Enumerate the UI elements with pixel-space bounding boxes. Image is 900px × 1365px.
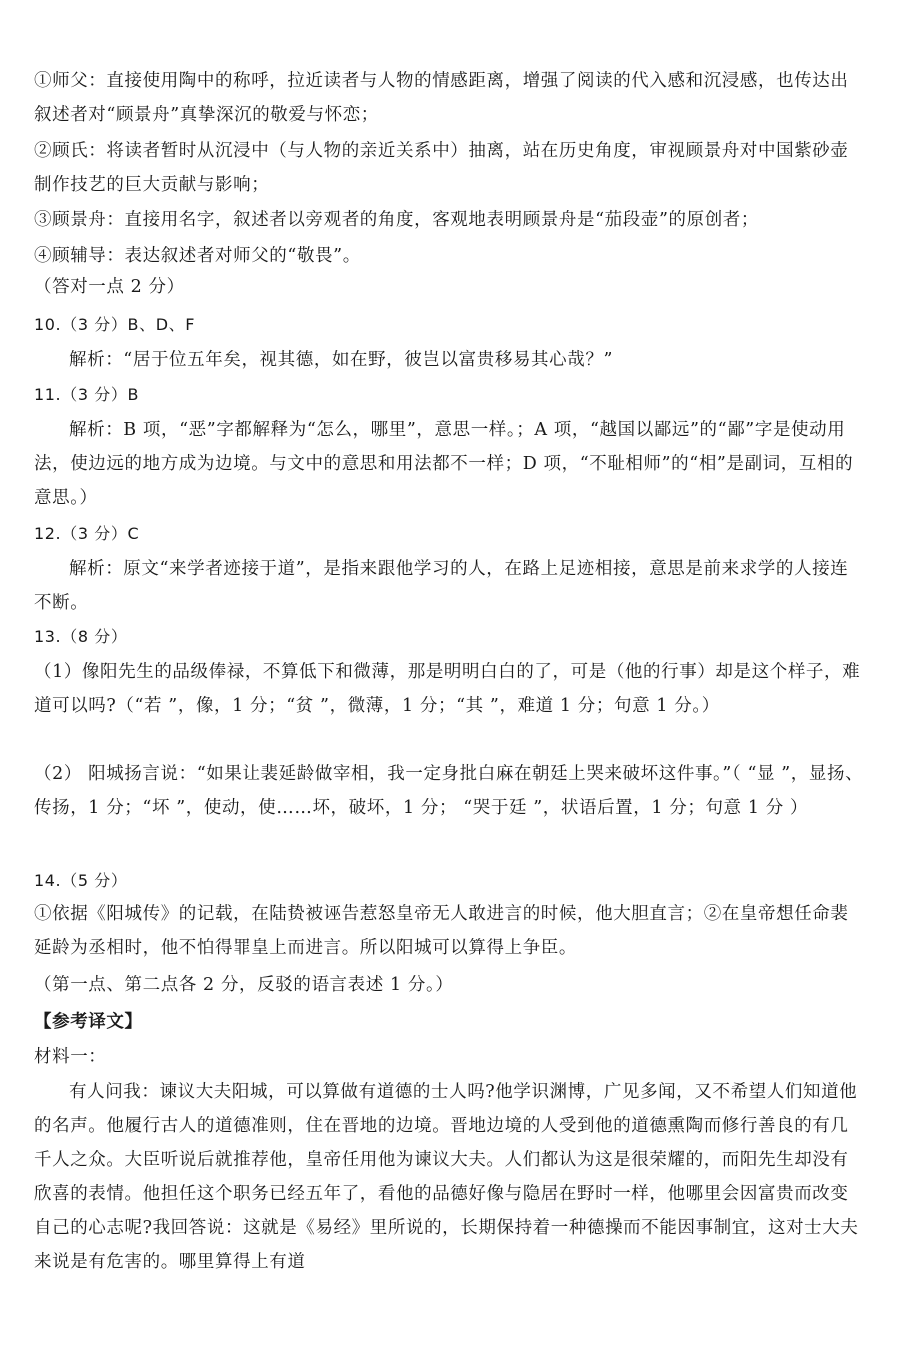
question-14-answer: ①依据《阳城传》的记载，在陆贽被诬告惹怒皇帝无人敢进言的时候，他大胆直言；②在皇帝想任命裴延龄为丞相时，他不怕得罪皇上而进言。所以阳城可以算得上争臣。	[34, 904, 849, 958]
question-13-answer-2: （2） 阳城扬言说：“如果让裴延龄做宰相，我一定身批白麻在朝廷上哭来破坏这件事。”（ “显 ”，显扬、传扬，1 分；“坏 ”，使动，使……坏，破坏，1 分； “哭于廷 ”，状语后置，1 分；句意 1 分 ）	[34, 764, 864, 818]
question-10-heading: 10.（3 分）B、D、F	[34, 315, 196, 334]
translation-material-label: 材料一：	[34, 1047, 107, 1067]
question-14-score: （第一点、第二点各 2 分，反驳的语言表述 1 分。）	[34, 975, 454, 995]
question-12-analysis: 解析：原文“来学者迹接于道”，是指来跟他学习的人，在路上足迹相接，意思是前来求学的人接连不断。	[34, 559, 849, 613]
question-14-heading: 14.（5 分）	[34, 871, 128, 890]
translation-title: 【参考译文】	[34, 1012, 143, 1032]
answer-9-point-1: ①师父：直接使用陶中的称呼，拉近读者与人物的情感距离，增强了阅读的代入感和沉浸感，也传达出叙述者对“顾景舟”真挚深沉的敬爱与怀恋；	[34, 71, 849, 125]
answer-9-score: （答对一点 2 分）	[34, 277, 185, 297]
translation-paragraph: 有人问我：谏议大夫阳城，可以算做有道德的士人吗?他学识渊博，广见多闻，又不希望人们知道他的名声。他履行古人的道德准则，住在晋地的边境。晋地边境的人受到他的道德熏陶而修行善良的有几千人之众。大臣听说后就推荐他，皇帝任用他为谏议大夫。人们都认为这是很荣耀的，而阳先生却没有欣喜的表情。他担任这个职务已经五年了，看他的品德好像与隐居在野时一样，他哪里会因富贵而改变自己的心志呢?我回答说：这就是《易经》里所说的，长期保持着一种德操而不能因事制宜，这对士大夫来说是有危害的。哪里算得上有道	[34, 1082, 859, 1272]
answer-9-point-3: ③顾景舟：直接用名字，叙述者以旁观者的角度，客观地表明顾景舟是“茄段壶”的原创者；	[34, 210, 759, 230]
answer-9-point-4: ④顾辅导：表达叙述者对师父的“敬畏”。	[34, 246, 361, 266]
question-10-analysis: 解析：“居于位五年矣，视其德，如在野，彼岂以富贵移易其心哉？”	[69, 350, 613, 370]
question-12-heading: 12.（3 分）C	[34, 524, 140, 543]
question-13-answer-1: （1）像阳先生的品级俸禄，不算低下和微薄，那是明明白白的了，可是（他的行事）却是这个样子，难道可以吗?（“若 ”，像，1 分；“贫 ”，微薄，1 分；“其 ”，难道 1 分；句意 1 分。）	[34, 662, 861, 716]
answer-9-point-2: ②顾氏：将读者暂时从沉浸中（与人物的亲近关系中）抽离，站在历史角度，审视顾景舟对中国紫砂壶制作技艺的巨大贡献与影响；	[34, 141, 849, 195]
question-13-heading: 13.（8 分）	[34, 627, 128, 646]
question-11-analysis: 解析：B 项，“恶”字都解释为“怎么，哪里”，意思一样。；A 项，“越国以鄙远”的“鄙”字是使动用法，使边远的地方成为边境。与文中的意思和用法都不一样；D 项，“不耻相师”的“相”是副词，互相的意思。）	[34, 420, 854, 508]
question-11-heading: 11.（3 分）B	[34, 385, 140, 404]
